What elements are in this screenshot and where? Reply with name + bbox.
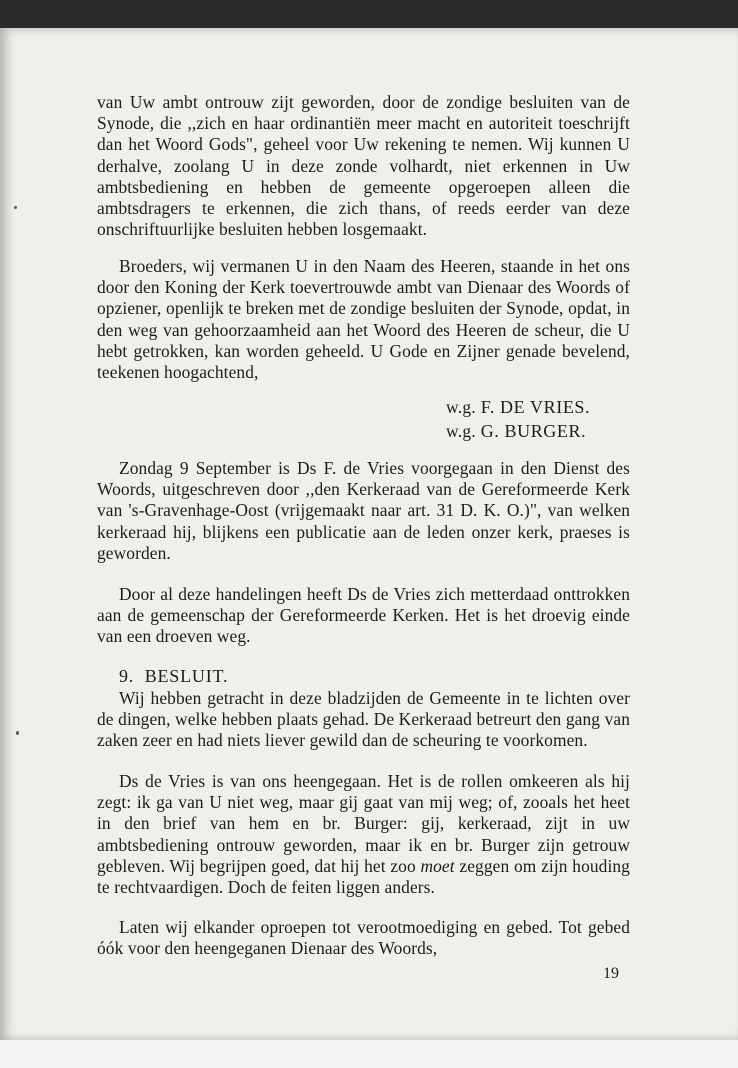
paragraph-text: Wij hebben getracht in deze bladzijden de Gemeente in te lichten over de dingen, welke hebben plaats gehad. De Kerkeraad betreurt den gang van zaken zeer en had niets liever gewild dan de scheuring te voorkomen. [97, 688, 630, 751]
paragraph-text: Laten wij elkander oproepen tot verootmoediging en gebed. Tot gebed óók voor den heengeganen Dienaar des Woords, [97, 917, 630, 959]
signature-name: G. BURGER. [480, 421, 587, 441]
signature-line-de-vries [446, 397, 590, 418]
signature-name: F. DE VRIES. [480, 397, 591, 417]
paragraph-sunday-service [97, 458, 630, 564]
paragraph-text: Zondag 9 September is Ds F. de Vries voorgegaan in den Dienst des Woords, uitgeschreven door ,,den Kerkeraad van de Gereformeerde Kerk van 's-Gravenhage-Oost (vrijgemaakt naar art. 31 D. K. O.)", van welken kerkeraad hij, blijkens een publicatie aan de leden onzer kerk, praeses is geworden. [97, 458, 630, 563]
scan-speck [16, 731, 19, 735]
paragraph-conclusion [97, 688, 630, 752]
text-run: zeggen om zijn houding te rechtvaardigen. Doch de feiten liggen anders. [97, 855, 630, 898]
paragraph-admonition [97, 256, 630, 383]
paragraph-departure [97, 771, 630, 898]
paragraph-text [97, 771, 630, 898]
paragraph-text: Broeders, wij vermanen U in den Naam des Heeren, staande in het ons door den Koning der Kerk toevertrouwde ambt van Dienaar des Woords of opziener, openlijk te breken met de zondige besluiten der Synode, opdat, in den weg van gehoorzaamheid aan het Woord des Heeren de scheur, die U hebt getrokken, kan worden geheeld. U Gode en Zijner genade bevelend, teekenen hoogachtend, [97, 256, 630, 383]
paragraph-letter-continuation [97, 92, 630, 240]
scan-margin [0, 1040, 738, 1068]
signature-prefix: w.g. [446, 421, 477, 441]
paragraph-withdrawal [97, 584, 630, 648]
page-number: 19 [603, 965, 619, 982]
signature-line-burger [446, 421, 586, 442]
paragraph-prayer [97, 917, 630, 959]
scan-speck [14, 206, 17, 209]
signature-prefix: w.g. [446, 397, 477, 417]
italic-text: moet [420, 855, 455, 876]
paragraph-text: Door al deze handelingen heeft Ds de Vries zich metterdaad onttrokken aan de gemeenschap der Gereformeerde Kerken. Het is het droevig einde van een droeven weg. [97, 584, 630, 647]
paragraph-text: van Uw ambt ontrouw zijt geworden, door de zondige besluiten van de Synode, die ,,zich en haar ordinantiën meer macht en autoriteit toeschrijft dan het Woord Gods", geheel voor Uw rekening te nemen. Wij kunnen U derhalve, zoolang U in deze zonde volhardt, niet erkennen in Uw ambtsbediening en hebben de gemeente opgeroepen alleen die ambtsdragers te erkennen, die zich thans, of reeds eerder van deze onschriftuurlijke besluiten hebben losgemaakt. [97, 92, 630, 240]
section-heading: 9. BESLUIT. [119, 666, 229, 686]
text-run: Ds de Vries is van ons heengegaan. Het is de rollen omkeeren als hij zegt: ik ga van U niet weg, maar gij gaat van mij weg; of, zooals het heet in den brief van hem en br. Burger: gij, kerkeraad, zijt in uw ambtsbediening ontrouw geworden, maar ik en br. Burger zijn getrouw gebleven. Wij begrijpen goed, dat hij het zoo [97, 771, 630, 876]
